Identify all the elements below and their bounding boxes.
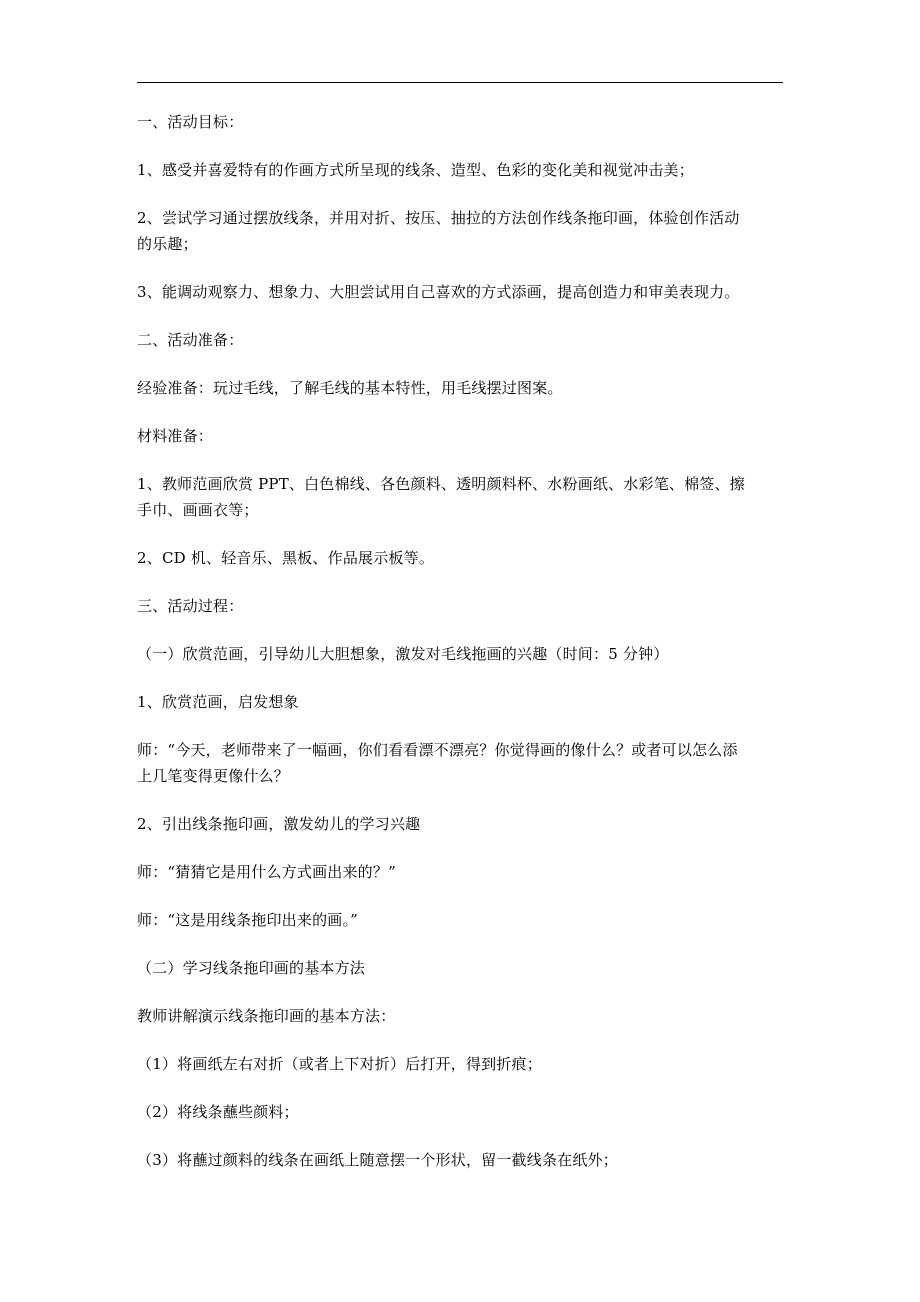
teacher-dialogue-1: 师：“今天，老师带来了一幅画，你们看看漂不漂亮？你觉得画的像什么？或者可以怎么添 xyxy=(137,741,738,759)
teacher-dialogue-1-continuation: 上几笔变得更像什么？ xyxy=(137,767,290,785)
teacher-dialogue-2: 师：“猜猜它是用什么方式画出来的？” xyxy=(137,863,396,881)
method-step-3: （3）将蘸过颜料的线条在画纸上随意摆一个形状，留一截线条在纸外； xyxy=(137,1151,618,1169)
material-item-1: 1、教师范画欣赏 PPT、白色棉线、各色颜料、透明颜料杯、水粉画纸、水彩笔、棉签、擦 xyxy=(137,475,745,493)
process-step-1-item-1: 1、欣赏范画，启发想象 xyxy=(137,693,299,711)
method-intro: 教师讲解演示线条拖印画的基本方法： xyxy=(137,1007,396,1025)
materials-heading: 材料准备： xyxy=(137,427,214,445)
process-step-2-heading: （二）学习线条拖印画的基本方法 xyxy=(137,959,366,977)
goal-item-2: 2、尝试学习通过摆放线条，并用对折、按压、抽拉的方法创作线条拖印画，体验创作活动 xyxy=(137,209,740,227)
experience-preparation: 经验准备：玩过毛线，了解毛线的基本特性，用毛线摆过图案。 xyxy=(137,379,563,397)
goal-item-3: 3、能调动观察力、想象力、大胆尝试用自己喜欢的方式添画，提高创造力和审美表现力。 xyxy=(137,283,740,301)
section-heading-process: 三、活动过程： xyxy=(137,597,244,615)
process-step-1-item-2: 2、引出线条拖印画，激发幼儿的学习兴趣 xyxy=(137,815,421,833)
teacher-dialogue-3: 师：“这是用线条拖印出来的画。” xyxy=(137,911,359,929)
header-rule xyxy=(137,82,783,83)
goal-item-2-continuation: 的乐趣； xyxy=(137,235,198,253)
goal-item-1: 1、感受并喜爱特有的作画方式所呈现的线条、造型、色彩的变化美和视觉冲击美； xyxy=(137,161,694,179)
material-item-2: 2、CD 机、轻音乐、黑板、作品展示板等。 xyxy=(137,549,435,567)
method-step-1: （1）将画纸左右对折（或者上下对折）后打开，得到折痕； xyxy=(137,1055,542,1073)
section-heading-preparation: 二、活动准备： xyxy=(137,331,244,349)
method-step-2: （2）将线条蘸些颜料； xyxy=(137,1103,299,1121)
material-item-1-continuation: 手巾、画画衣等； xyxy=(137,501,259,519)
process-step-1-heading: （一）欣赏范画，引导幼儿大胆想象，激发对毛线拖画的兴趣（时间：5 分钟） xyxy=(137,645,669,663)
section-heading-goals: 一、活动目标： xyxy=(137,113,244,131)
